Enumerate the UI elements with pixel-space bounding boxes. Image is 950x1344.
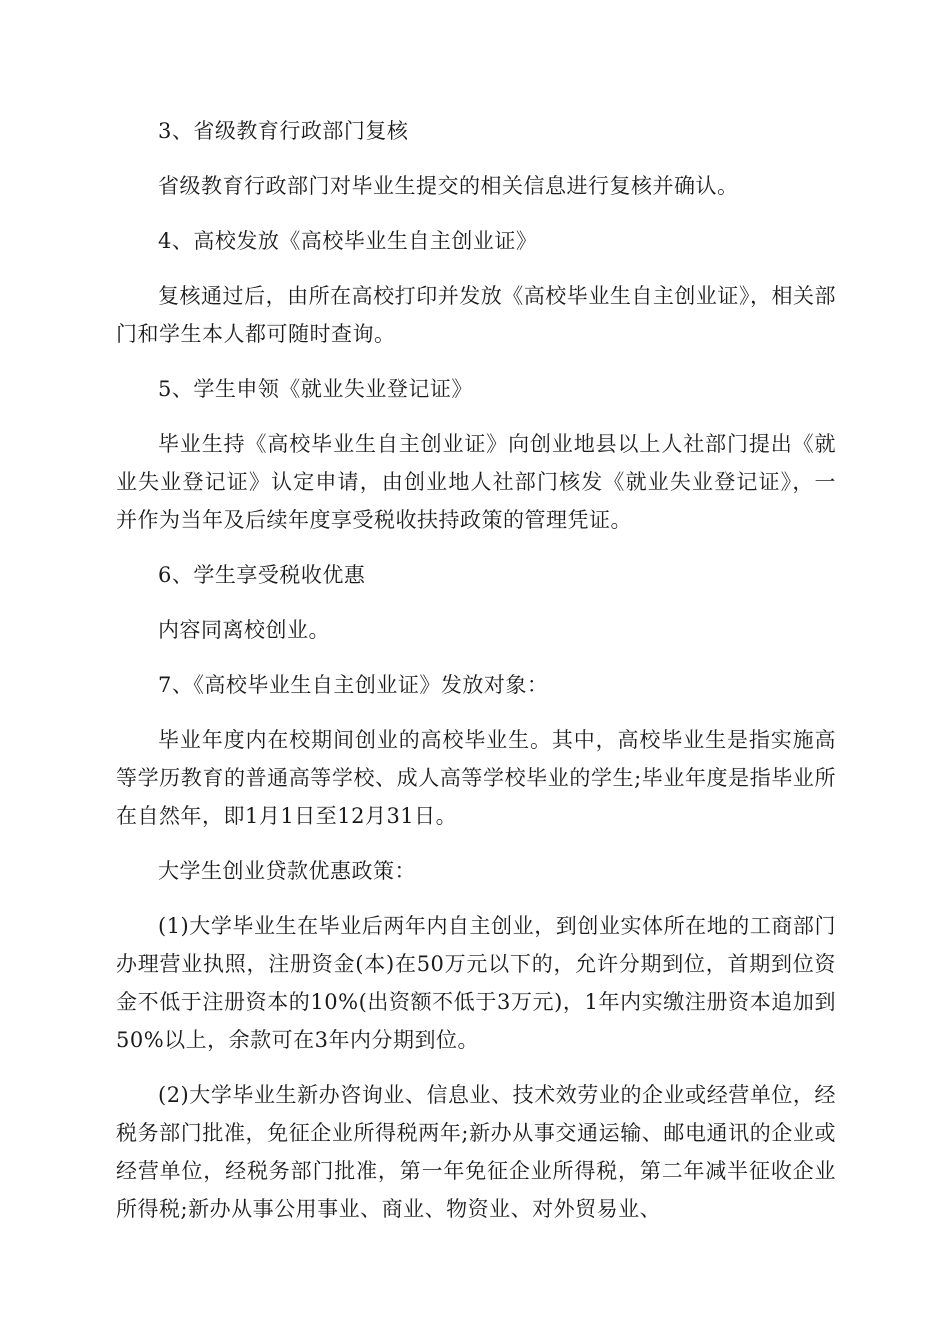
- paragraph: 4、高校发放《高校毕业生自主创业证》: [158, 229, 538, 253]
- paragraph: (2)大学毕业生新办咨询业、信息业、技术效劳业的企业或经营单位，经税务部门批准，免征企业所得税两年;新办从事交通运输、邮电通讯的企业或经营单位，经税务部门批准，第一年免征企业所得税，第二年减半征收企业所得税;新办从事公用事业、商业、物资业、对外贸易业、: [116, 1083, 836, 1221]
- paragraph: 7、《高校毕业生自主创业证》发放对象：: [158, 673, 549, 697]
- paragraph: 大学生创业贷款优惠政策：: [158, 859, 416, 883]
- paragraph: 3、省级教育行政部门复核: [158, 119, 409, 143]
- document-body: [116, 112, 836, 1245]
- paragraph: 省级教育行政部门对毕业生提交的相关信息进行复核并确认。: [158, 174, 739, 198]
- paragraph: 毕业年度内在校期间创业的高校毕业生。其中，高校毕业生是指实施高等学历教育的普通高等学校、成人高等学校毕业的学生;毕业年度是指毕业所在自然年，即1月1日至12月31日。: [116, 728, 836, 828]
- paragraph: (1)大学毕业生在毕业后两年内自主创业，到创业实体所在地的工商部门办理营业执照，注册资金(本)在50万元以下的，允许分期到位，首期到位资金不低于注册资本的10%(出资额不低于3万元)，1年内实缴注册资本追加到50%以上，余款可在3年内分期到位。: [116, 914, 836, 1052]
- paragraph: 毕业生持《高校毕业生自主创业证》向创业地县以上人社部门提出《就业失业登记证》认定申请，由创业地人社部门核发《就业失业登记证》，一并作为当年及后续年度享受税收扶持政策的管理凭证。: [116, 432, 836, 532]
- paragraph: 5、学生申领《就业失业登记证》: [158, 377, 473, 401]
- paragraph: 复核通过后，由所在高校打印并发放《高校毕业生自主创业证》，相关部门和学生本人都可随时查询。: [116, 284, 836, 346]
- paragraph: 内容同离校创业。: [158, 618, 330, 642]
- paragraph: 6、学生享受税收优惠: [158, 563, 366, 587]
